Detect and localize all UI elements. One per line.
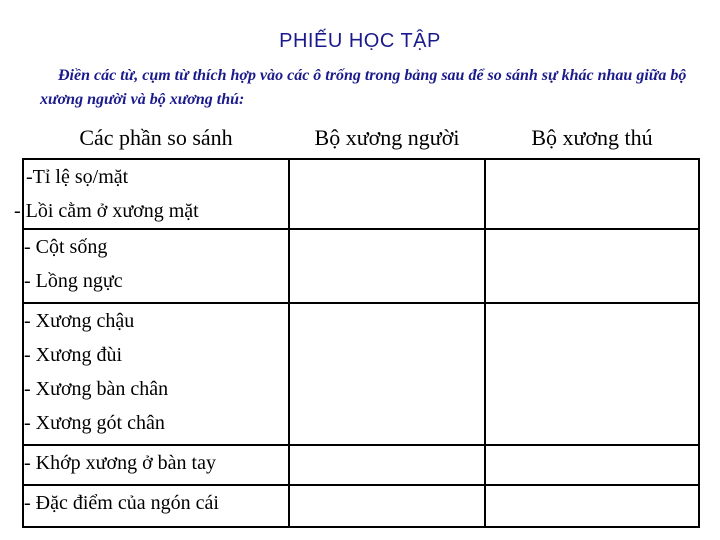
page-title: PHIẾU HỌC TẬP <box>279 30 441 52</box>
row-label-line: - Khớp xương ở bàn tay <box>24 452 216 474</box>
human-answer-cell[interactable] <box>289 445 485 485</box>
header-human-skeleton: Bộ xương người <box>314 125 460 150</box>
table-row <box>23 159 699 229</box>
animal-answer-cell[interactable] <box>485 159 699 229</box>
row-label-line: - Xương bàn chân <box>24 378 169 400</box>
table-row <box>23 303 699 445</box>
row-label-line: -Tỉ lệ sọ/mặt <box>26 166 129 188</box>
table-header-row <box>23 118 699 159</box>
row-label-line: - Xương gót chân <box>24 412 165 434</box>
row-label-cell <box>23 303 289 445</box>
row-label-line: - Lồi cằm ở xương mặt <box>14 200 199 222</box>
header-animal-skeleton: Bộ xương thú <box>531 125 653 150</box>
instruction-text: Điền các từ, cụm từ thích hợp vào các ô trống trong bảng sau để so sánh sự khác nhau giữa bộ xương người và bộ xương thú: <box>40 67 687 108</box>
animal-answer-cell[interactable] <box>485 485 699 527</box>
row-label-line: - Xương chậu <box>24 310 135 332</box>
row-label-cell <box>23 485 289 527</box>
table-row <box>23 485 699 527</box>
human-answer-cell[interactable] <box>289 159 485 229</box>
row-label-line: - Cột sống <box>24 236 108 258</box>
row-label-line: - Lồng ngực <box>24 270 123 292</box>
comparison-table <box>14 118 700 528</box>
row-label-cell <box>14 159 289 229</box>
human-answer-cell[interactable] <box>289 485 485 527</box>
animal-answer-cell[interactable] <box>485 445 699 485</box>
human-answer-cell[interactable] <box>289 229 485 303</box>
animal-answer-cell[interactable] <box>485 229 699 303</box>
table-row <box>23 445 699 485</box>
row-label-cell <box>23 445 289 485</box>
table-row <box>23 229 699 303</box>
human-answer-cell[interactable] <box>289 303 485 445</box>
row-label-line: - Đặc điểm của ngón cái <box>24 492 219 514</box>
animal-answer-cell[interactable] <box>485 303 699 445</box>
row-label-line: - Xương đùi <box>24 344 123 366</box>
row-label-cell <box>23 229 289 303</box>
header-comparison-parts: Các phần so sánh <box>79 125 233 150</box>
